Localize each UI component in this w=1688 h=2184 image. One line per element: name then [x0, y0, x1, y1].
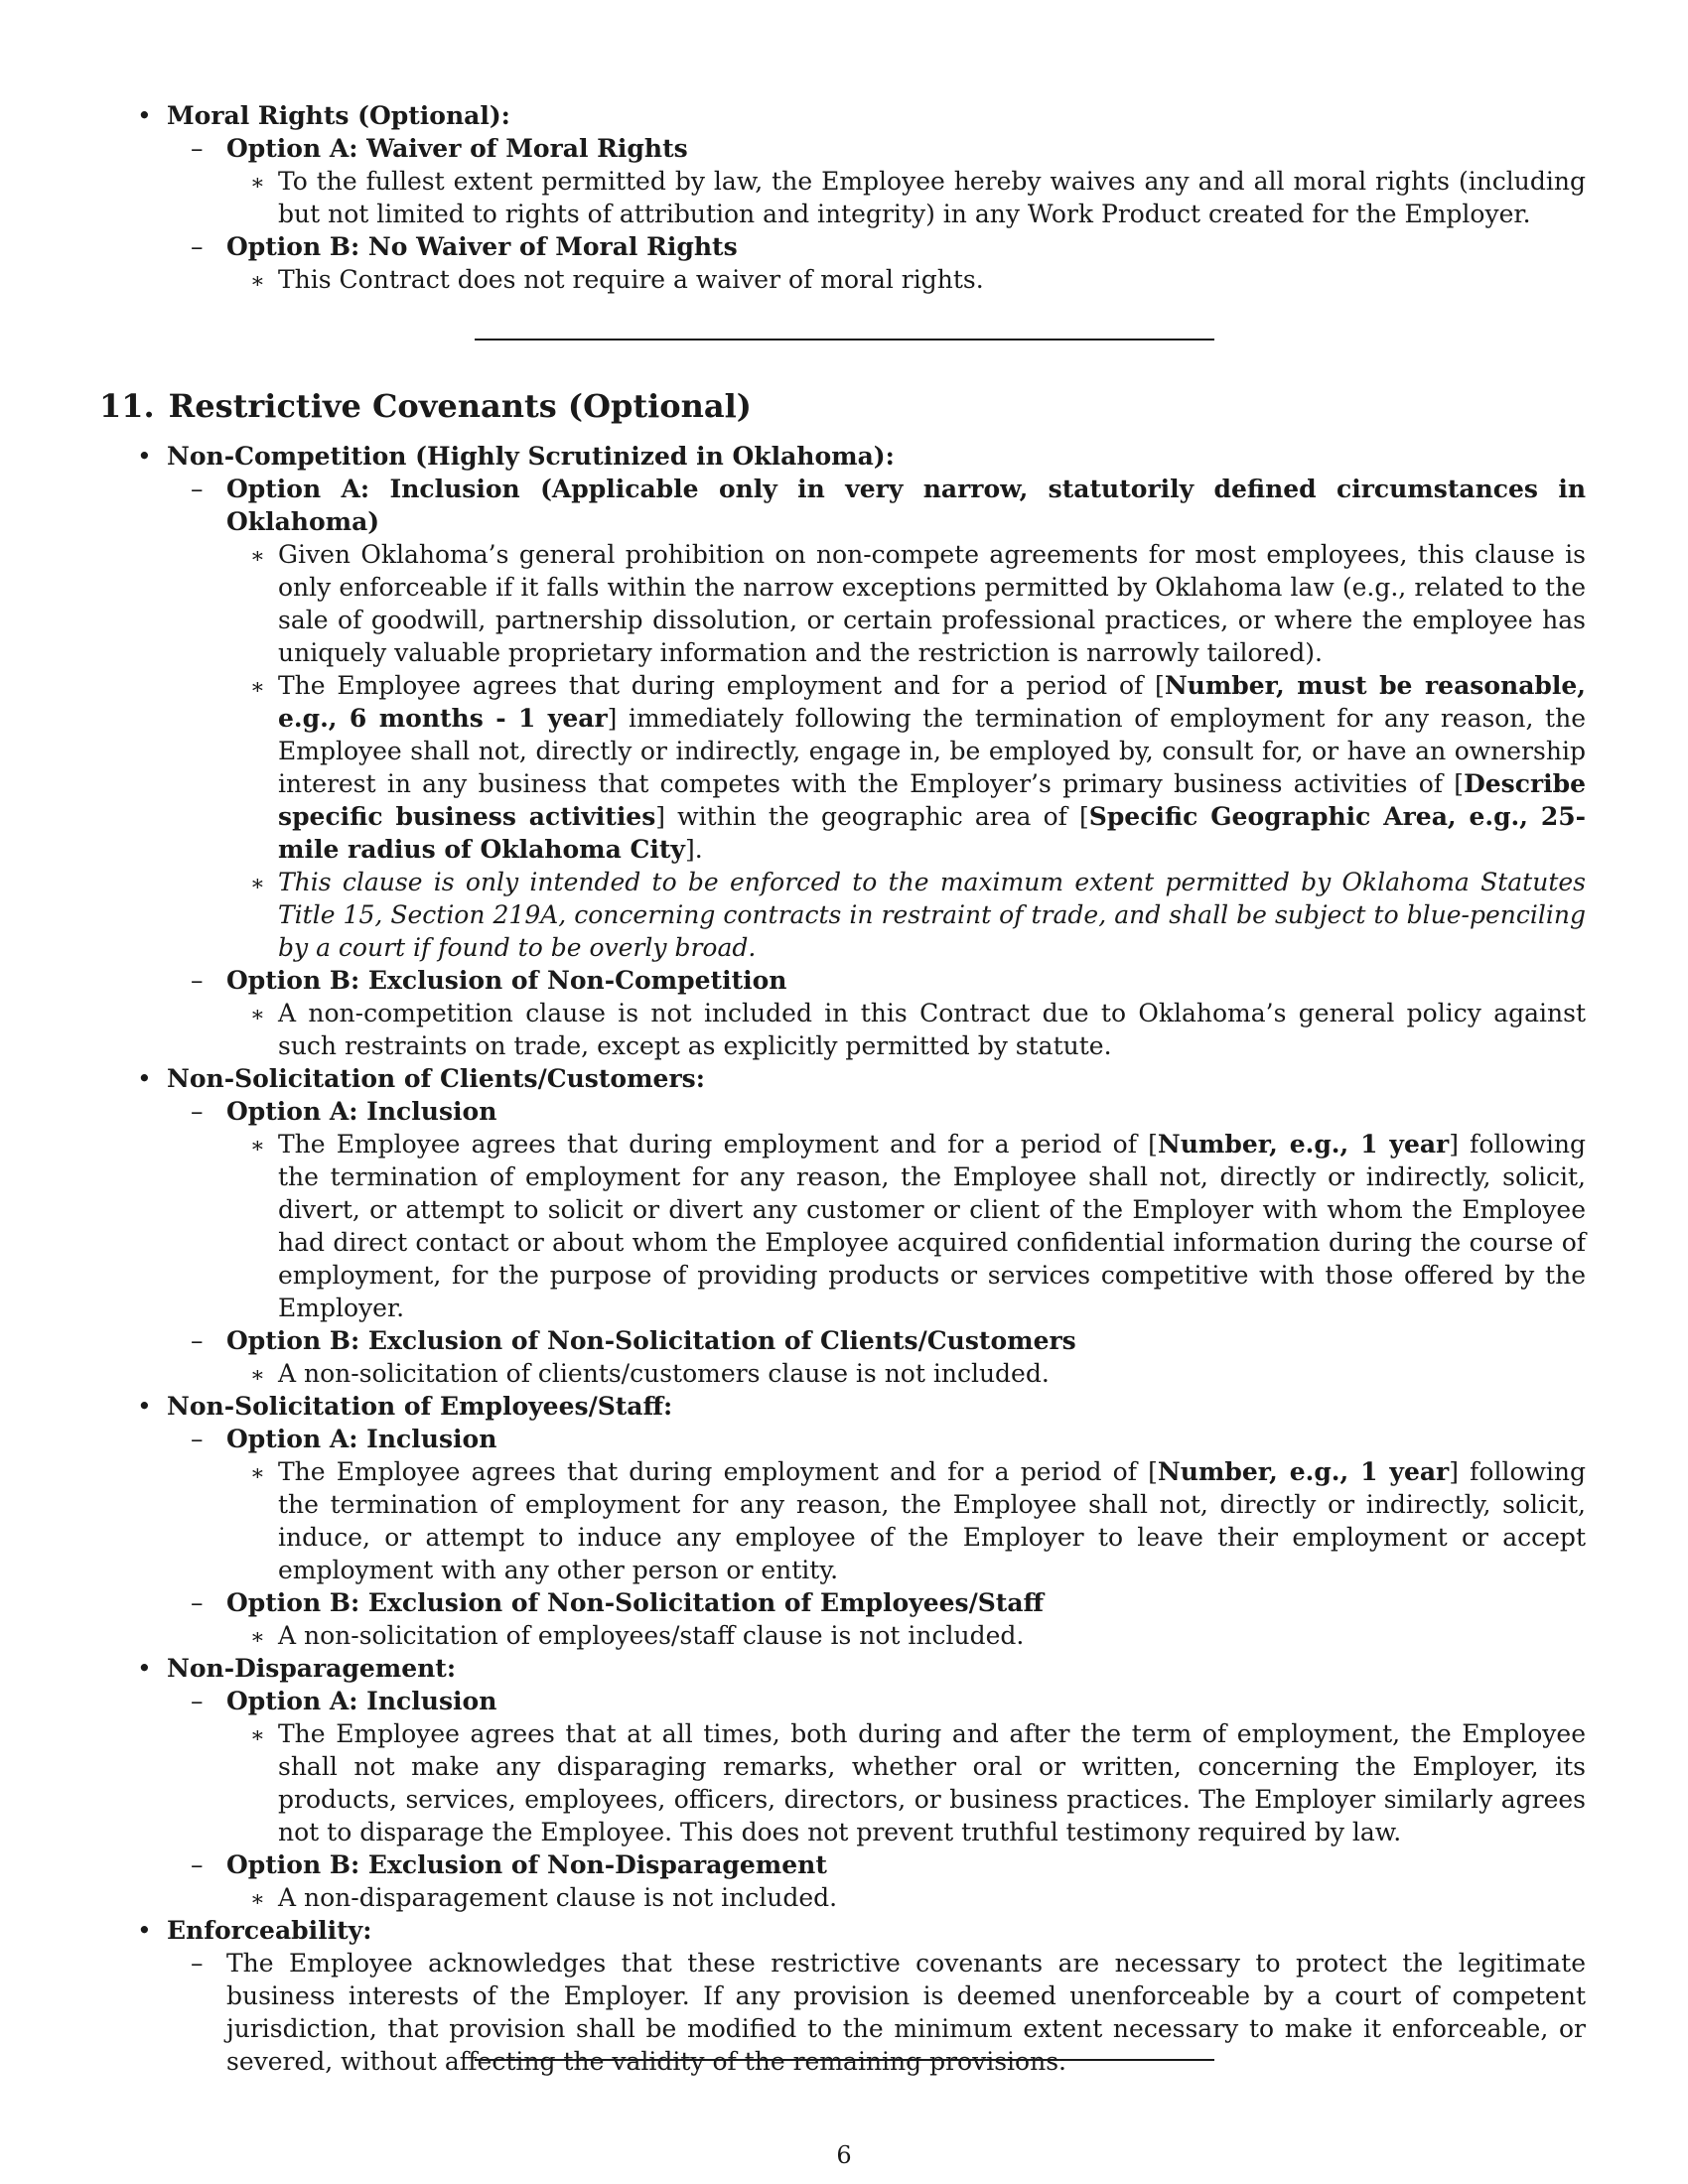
section-title: Restrictive Covenants (Optional) [168, 387, 752, 425]
list-item [99, 99, 1586, 296]
star-marker: ∗ [250, 675, 265, 700]
star-marker: ∗ [250, 1003, 265, 1027]
section-divider [475, 2059, 1214, 2061]
bracket-close: ] [655, 802, 666, 831]
section-divider [475, 339, 1214, 341]
bullet-marker: • [137, 1916, 152, 1945]
clause-text: A non-disparagement clause is not included. [278, 1883, 838, 1912]
dash-marker: – [191, 475, 204, 503]
list-item [226, 1717, 1586, 1848]
non-solicit-employees-title: Non-Solicitation of Employees/Staff: [167, 1392, 673, 1421]
dash-marker: – [191, 232, 204, 261]
star-marker: ∗ [250, 1723, 265, 1748]
option-b-title: Option B: Exclusion of Non-Solicitation of Employees/Staff [226, 1588, 1045, 1617]
option-a-title: Option A: Inclusion [226, 1425, 497, 1453]
list-item [226, 1357, 1586, 1390]
clause-text: This Contract does not require a waiver of moral rights. [278, 265, 984, 294]
list-item [167, 132, 1586, 230]
list-item [167, 1324, 1586, 1390]
bracket-close: ] [1449, 1457, 1459, 1486]
list-item [167, 1423, 1586, 1586]
list-item [99, 1390, 1586, 1652]
bracket-close: ] [1449, 1130, 1459, 1159]
clause-text: The Employee agrees that at all times, both during and after the term of employment, the Employee shall not make any disparaging remarks, whether oral or written, concerning the Employer, its products, services, employees, officers, directors, or business practices. The Employer similarly agrees not to disparage the Employee. This does not prevent truthful testimony required by law. [278, 1719, 1586, 1846]
star-marker: ∗ [250, 1134, 265, 1159]
dash-marker: – [191, 1326, 204, 1355]
dash-marker: – [191, 1097, 204, 1126]
list-item [226, 669, 1586, 866]
placeholder-duration: Number, must be reasonable, e.g., 6 months - 1 year [278, 671, 1586, 733]
list-item [167, 1848, 1586, 1914]
placeholder-duration: Number, e.g., 1 year [1157, 1130, 1450, 1159]
list-item [226, 866, 1586, 964]
list-item [99, 1914, 1586, 2078]
list-item [226, 1128, 1586, 1324]
option-a-title: Option A: Waiver of Moral Rights [226, 134, 688, 163]
clause-text: immediately following the termination of employment for any reason, the Employee shall not, directly or indirectly, engage in, be employed by, consult for, or have an ownership interest in any business that competes with the Employer’s primary business activities of [278, 704, 1586, 798]
clause-text: within the geographic area of [665, 802, 1079, 831]
page-number: 6 [836, 2141, 852, 2169]
list-item [226, 165, 1586, 230]
clause-text: A non-solicitation of employees/staff clause is not included. [278, 1621, 1025, 1650]
list-item [99, 440, 1586, 1062]
list-item [167, 230, 1586, 296]
star-marker: ∗ [250, 544, 265, 569]
clause-text: To the fullest extent permitted by law, the Employee hereby waives any and all moral rights (including but not limited to rights of attribution and integrity) in any Work Product created for the Employer. [278, 167, 1586, 228]
dash-marker: – [191, 1425, 204, 1453]
placeholder-geographic-area: Specific Geographic Area, e.g., 25-mile radius of Oklahoma City [278, 802, 1586, 864]
moral-rights-title: Moral Rights (Optional): [167, 101, 510, 130]
list-item [226, 1455, 1586, 1586]
star-marker: ∗ [250, 1625, 265, 1650]
clause-text: The Employee agrees that during employment and for a period of [278, 1457, 1149, 1486]
clause-text: following the termination of employment for any reason, the Employee shall not, directly or indirectly, solicit, induce, or attempt to induce any employee of the Employer to leave their employment or accept employment with any other person or entity. [278, 1457, 1586, 1584]
placeholder-duration: Number, e.g., 1 year [1157, 1457, 1450, 1486]
star-marker: ∗ [250, 1461, 265, 1486]
option-b-title: Option B: Exclusion of Non-Competition [226, 966, 787, 995]
list-item [226, 997, 1586, 1062]
clause-text: Given Oklahoma’s general prohibition on non-compete agreements for most employees, this clause is only enforceable if it falls within the narrow exceptions permitted by Oklahoma law (e.g., related to the sale of goodwill, partnership dissolution, or certain professional practices, or where the employee has uniquely valuable proprietary information and the restriction is narrowly tailored). [278, 540, 1586, 667]
list-item [167, 473, 1586, 964]
clause-text: A non-solicitation of clients/customers clause is not included. [278, 1359, 1050, 1388]
bracket-open: [ [1155, 671, 1165, 700]
clause-text: The Employee acknowledges that these restrictive covenants are necessary to protect the legitimate business interests of the Employer. If any provision is deemed unenforceable by a court of competent jurisdiction, that provision shall be modified to the minimum extent necessary to make it enforceable, or severed, without affecting the validity of the remaining provisions. [226, 1949, 1586, 2076]
bracket-open: [ [1454, 769, 1465, 798]
bullet-marker: • [137, 101, 152, 130]
clause-text: The Employee agrees that during employment and for a period of [278, 1130, 1149, 1159]
list-item [226, 263, 1586, 296]
bracket-open: [ [1148, 1457, 1158, 1486]
section-number: 11. [99, 387, 155, 425]
option-b-title: Option B: Exclusion of Non-Solicitation of Clients/Customers [226, 1326, 1076, 1355]
list-item [226, 538, 1586, 669]
non-competition-title: Non-Competition (Highly Scrutinized in Oklahoma): [167, 442, 895, 471]
option-b-title: Option B: Exclusion of Non-Disparagement [226, 1850, 827, 1879]
bracket-open: [ [1079, 802, 1089, 831]
bracket-close: ] [684, 835, 695, 864]
option-a-title: Option A: Inclusion [226, 1687, 497, 1715]
clause-text: The Employee agrees that during employment and for a period of [278, 671, 1156, 700]
option-a-title: Option A: Inclusion (Applicable only in very narrow, statutorily defined circumstances in Oklahoma) [226, 475, 1586, 536]
list-item [99, 1062, 1586, 1390]
clause-text: . [694, 835, 703, 864]
dash-marker: – [191, 134, 204, 163]
bullet-marker: • [137, 1654, 152, 1683]
bracket-open: [ [1148, 1130, 1158, 1159]
list-item [167, 1095, 1586, 1324]
bracket-close: ] [607, 704, 618, 733]
dash-marker: – [191, 1949, 204, 1978]
placeholder-business-activities: Describe specific business activities [278, 769, 1586, 831]
dash-marker: – [191, 1850, 204, 1879]
clause-text: A non-competition clause is not included in this Contract due to Oklahoma’s general policy against such restraints on trade, except as explicitly permitted by statute. [278, 999, 1586, 1060]
dash-marker: – [191, 966, 204, 995]
star-marker: ∗ [250, 269, 265, 294]
star-marker: ∗ [250, 872, 265, 896]
list-item [99, 1652, 1586, 1914]
star-marker: ∗ [250, 1363, 265, 1388]
list-item [226, 1619, 1586, 1652]
moral-rights-block [99, 99, 1586, 296]
option-b-title: Option B: No Waiver of Moral Rights [226, 232, 738, 261]
list-item [167, 964, 1586, 1062]
clause-note: This clause is only intended to be enforced to the maximum extent permitted by Oklahoma Statutes Title 15, Section 219A, concerning contracts in restraint of trade, and shall be subject to blue-penciling by a court if found to be overly broad. [278, 868, 1586, 962]
non-disparagement-title: Non-Disparagement: [167, 1654, 457, 1683]
option-a-title: Option A: Inclusion [226, 1097, 497, 1126]
dash-marker: – [191, 1588, 204, 1617]
bullet-marker: • [137, 1392, 152, 1421]
star-marker: ∗ [250, 1887, 265, 1912]
dash-marker: – [191, 1687, 204, 1715]
list-item [226, 1881, 1586, 1914]
enforceability-title: Enforceability: [167, 1916, 372, 1945]
clause-text: following the termination of employment for any reason, the Employee shall not, directly or indirectly, solicit, divert, or attempt to solicit or divert any customer or client of the Employer with whom the Employee had direct contact or about whom the Employee acquired confidential information during the course of employment, for the purpose of providing products or services competitive with those offered by the Employer. [278, 1130, 1586, 1322]
bullet-marker: • [137, 1064, 152, 1093]
bullet-marker: • [137, 442, 152, 471]
non-solicit-clients-title: Non-Solicitation of Clients/Customers: [167, 1064, 705, 1093]
list-item [167, 1685, 1586, 1848]
section-heading [99, 386, 752, 426]
star-marker: ∗ [250, 171, 265, 196]
list-item [167, 1586, 1586, 1652]
restrictive-covenants-list [99, 440, 1586, 2078]
